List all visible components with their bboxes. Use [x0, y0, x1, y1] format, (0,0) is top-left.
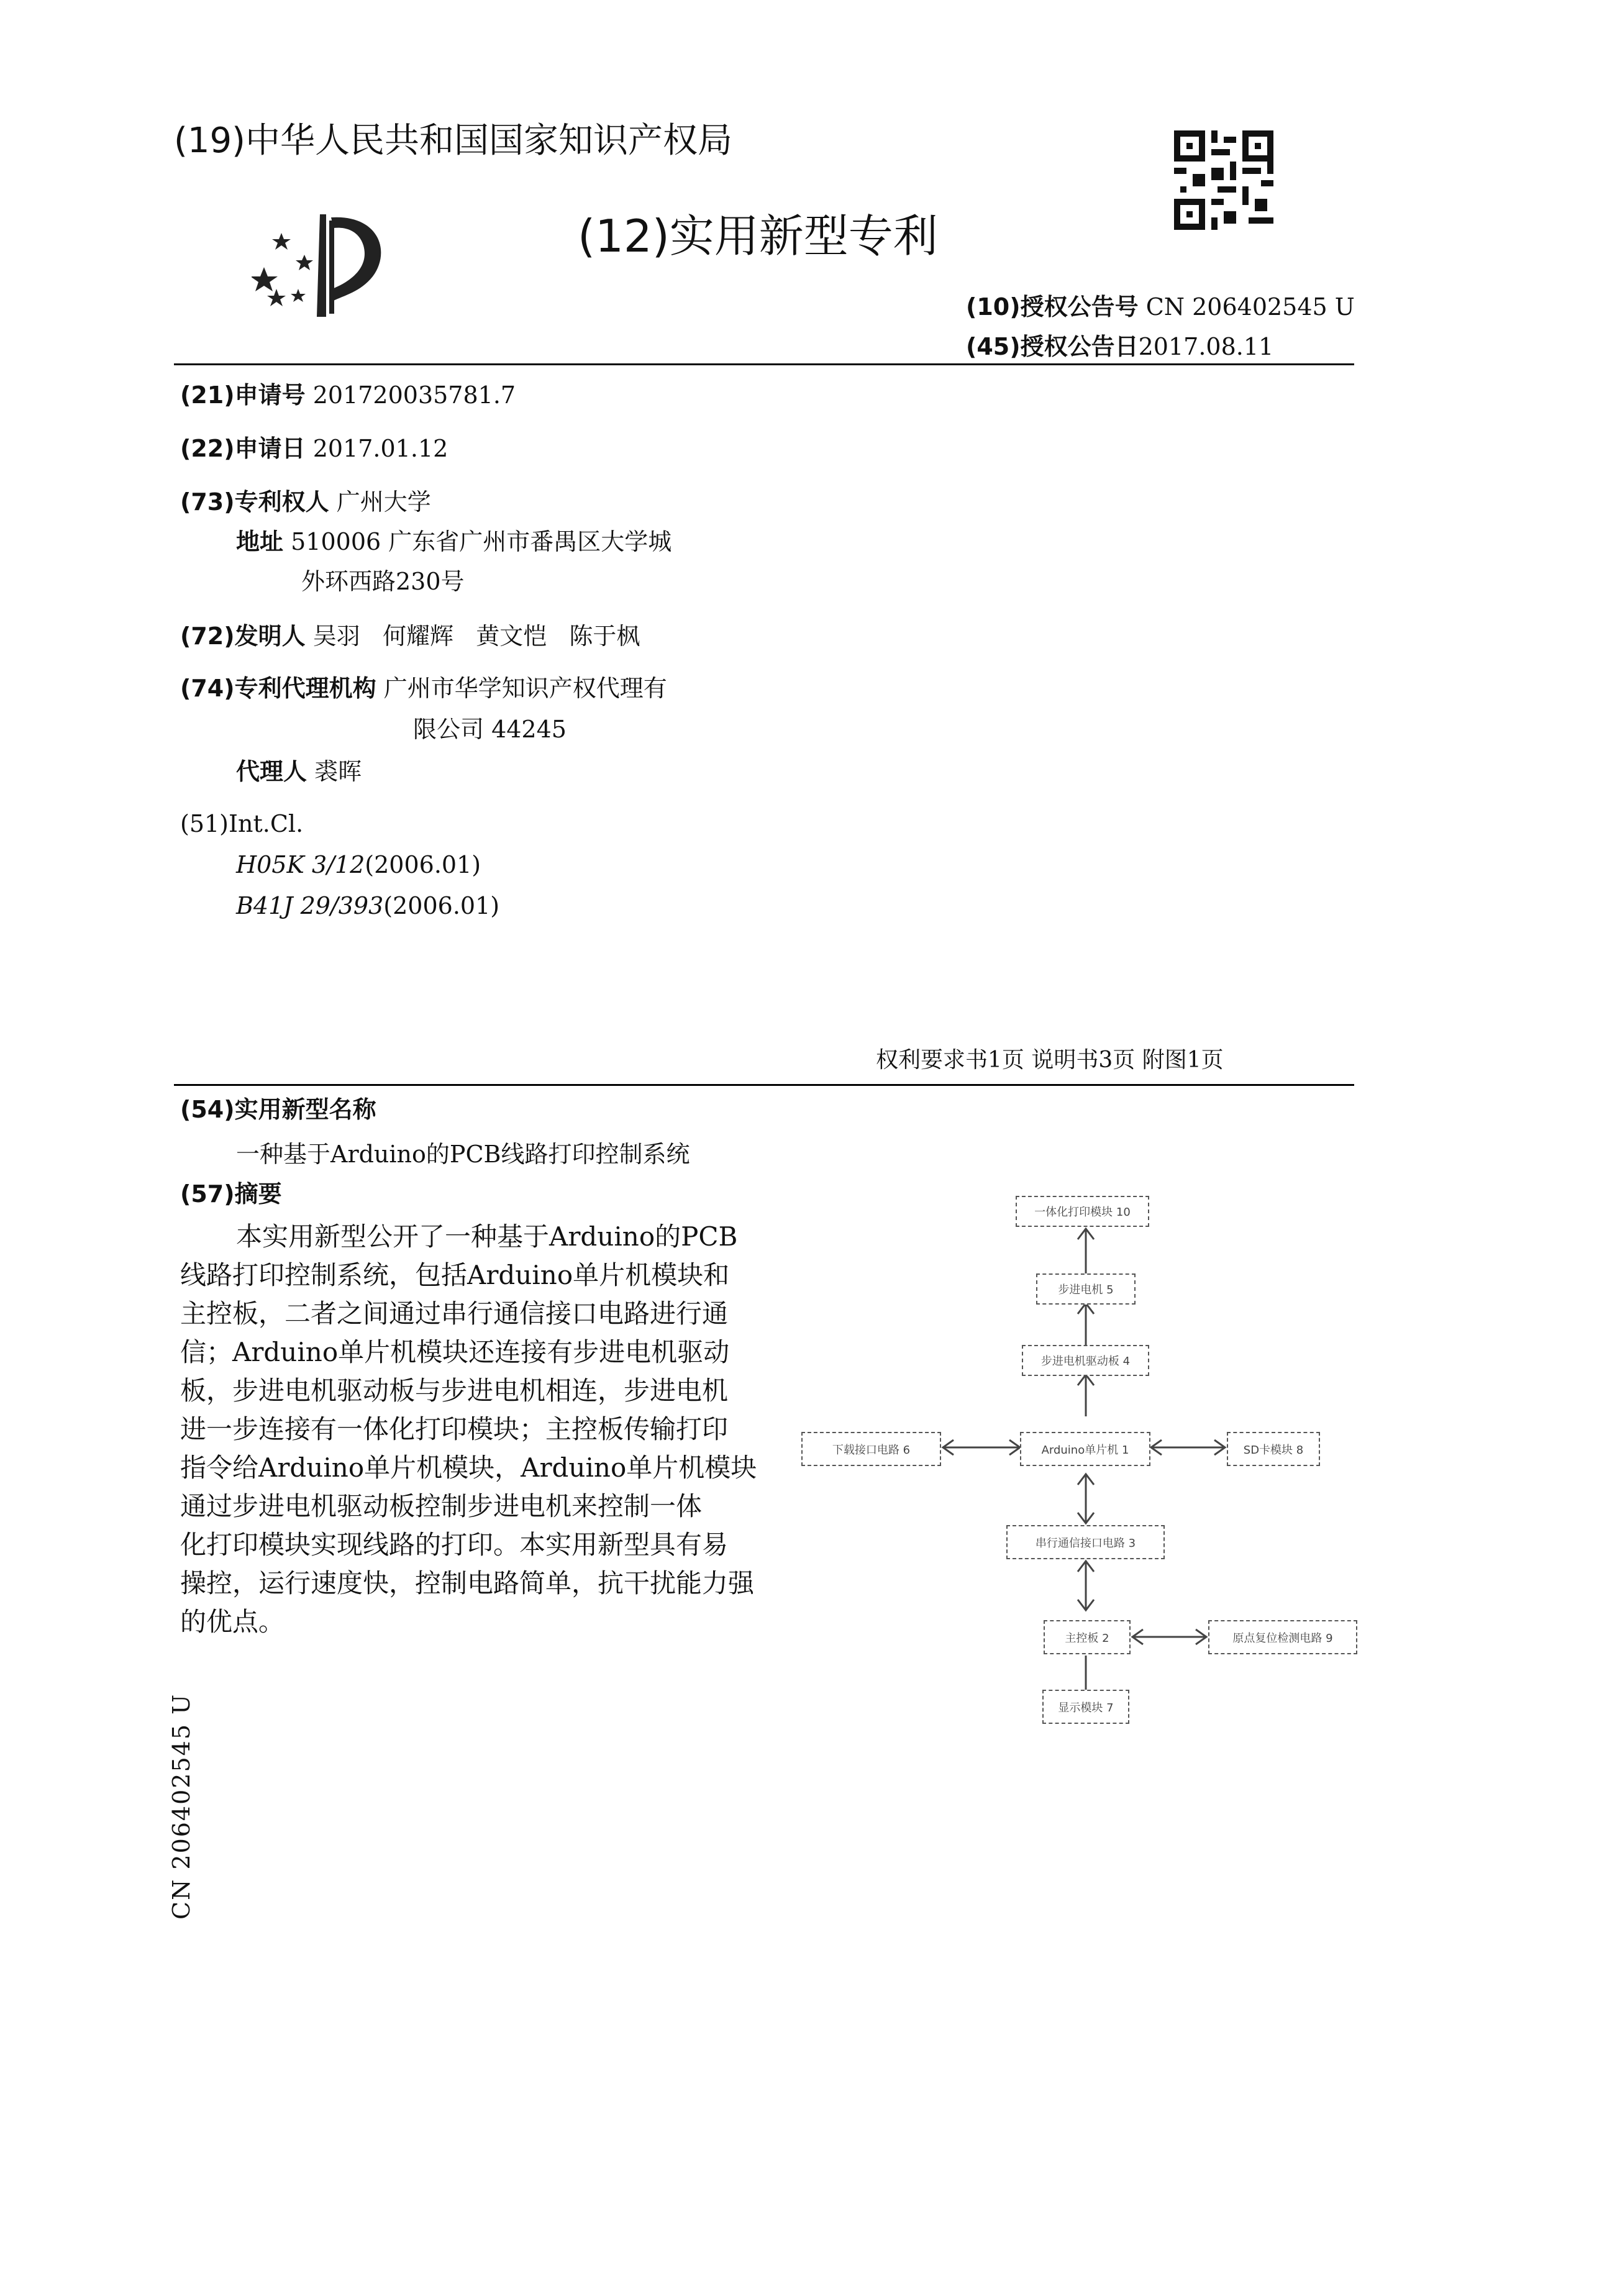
patent-agency-line-1: 广州市华学知识产权代理有 — [383, 675, 667, 702]
cnipa-logo-icon — [252, 208, 394, 323]
application-date-value: 2017.01.12 — [312, 435, 448, 462]
arrow-download-arduino — [943, 1440, 1020, 1455]
abstract-line: 进一步连接有一体化打印模块；主控板传输打印 — [180, 1414, 729, 1444]
agent — [236, 757, 362, 786]
mainboard-box: 主控板 2 — [1044, 1620, 1131, 1654]
abstract-line: 信；Arduino单片机模块还连接有步进电机驱动 — [180, 1337, 730, 1367]
agent-label: 代理人 — [236, 758, 307, 785]
application-date-label: (22)申请日 — [180, 435, 306, 462]
publication-number-value: CN 206402545 U — [1145, 293, 1355, 321]
address — [236, 527, 671, 557]
int-cl-version-2: (2006.01) — [383, 892, 500, 919]
patentee-label: (73)专利权人 — [180, 488, 329, 516]
abstract-line: 操控，运行速度快，控制电路简单，抗干扰能力强 — [180, 1568, 755, 1598]
arrow-stepper-to-printer — [1078, 1229, 1094, 1273]
int-cl-label: (51)Int.Cl. — [180, 810, 304, 837]
int-cl-code-1: H05K 3/12 — [236, 851, 365, 878]
page-counts: 权利要求书1页 说明书3页 附图1页 — [876, 1047, 1224, 1073]
patent-agency — [180, 673, 667, 703]
abstract-line: 板，步进电机驱动板与步进电机相连，步进电机 — [180, 1375, 729, 1406]
agent-value: 裘晖 — [314, 758, 362, 785]
office-name: (19)中华人民共和国国家知识产权局 — [174, 121, 732, 161]
application-number-value: 201720035781.7 — [312, 381, 516, 409]
inventors-label: (72)发明人 — [180, 622, 306, 650]
patentee — [180, 487, 431, 517]
abstract-text — [180, 1218, 757, 1641]
address-line-1: 510006 广东省广州市番禺区大学城 — [291, 528, 672, 555]
abstract-line: 通过步进电机驱动板控制步进电机来控制一体 — [180, 1491, 703, 1521]
serial-interface-box: 串行通信接口电路 3 — [1006, 1525, 1165, 1559]
publication-number — [966, 292, 1355, 322]
arduino-box: Arduino单片机 1 — [1020, 1432, 1150, 1466]
abstract-line: 主控板，二者之间通过串行通信接口电路进行通 — [180, 1298, 729, 1329]
qr-code-icon — [1174, 130, 1273, 230]
int-cl-entry-2 — [236, 891, 499, 921]
patent-agency-line-2: 限公司 44245 — [413, 716, 567, 743]
arrow-arduino-to-driver — [1078, 1375, 1094, 1416]
int-cl-code-2: B41J 29/393 — [236, 892, 384, 919]
int-cl-entry-1 — [236, 850, 481, 880]
section-divider — [174, 1084, 1354, 1086]
utility-model-title-label: (54)实用新型名称 — [180, 1096, 376, 1123]
abstract-line: 化打印模块实现线路的打印。本实用新型具有易 — [180, 1529, 729, 1560]
arrow-mainboard-origin — [1132, 1629, 1206, 1644]
document-type: (12)实用新型专利 — [578, 210, 938, 262]
stepper-motor-box: 步进电机 5 — [1036, 1273, 1136, 1305]
arrow-driver-to-stepper — [1078, 1303, 1094, 1345]
side-publication-number: CN 206402545 U — [168, 1693, 195, 1920]
arrow-arduino-sd — [1151, 1440, 1225, 1455]
stepper-driver-box: 步进电机驱动板 4 — [1022, 1345, 1149, 1376]
publication-date-label: (45)授权公告日 — [966, 333, 1139, 360]
publication-number-label: (10)授权公告号 — [966, 293, 1139, 321]
address-label: 地址 — [236, 528, 284, 555]
arrow-serial-mainboard — [1078, 1561, 1094, 1610]
int-cl-version-1: (2006.01) — [365, 851, 481, 878]
abstract-label: (57)摘要 — [180, 1180, 282, 1208]
abstract-line: 本实用新型公开了一种基于Arduino的PCB — [236, 1221, 738, 1252]
sd-card-box: SD卡模块 8 — [1227, 1432, 1320, 1466]
abstract-line: 线路打印控制系统，包括Arduino单片机模块和 — [180, 1260, 730, 1290]
address-line-2: 外环西路230号 — [301, 568, 465, 595]
abstract-line: 指令给Arduino单片机模块，Arduino单片机模块 — [180, 1452, 757, 1483]
publication-date-value: 2017.08.11 — [1138, 333, 1274, 360]
arrow-arduino-serial — [1078, 1474, 1094, 1523]
application-number — [180, 380, 516, 410]
patentee-value: 广州大学 — [336, 488, 431, 516]
download-interface-box: 下载接口电路 6 — [801, 1432, 941, 1466]
application-number-label: (21)申请号 — [180, 381, 306, 409]
patent-agency-label: (74)专利代理机构 — [180, 675, 376, 702]
header-divider — [174, 363, 1354, 365]
utility-model-title: 一种基于Arduino的PCB线路打印控制系统 — [236, 1141, 690, 1168]
publication-date — [966, 332, 1273, 362]
inventors — [180, 621, 640, 651]
inventors-value: 吴羽 何耀辉 黄文恺 陈于枫 — [312, 622, 640, 650]
application-date — [180, 434, 448, 463]
abstract-line: 的优点。 — [180, 1606, 285, 1637]
block-diagram — [795, 1174, 1367, 1733]
display-module-box: 显示模块 7 — [1042, 1690, 1129, 1724]
origin-detect-box: 原点复位检测电路 9 — [1208, 1620, 1357, 1654]
printer-module-box: 一体化打印模块 10 — [1016, 1196, 1149, 1227]
